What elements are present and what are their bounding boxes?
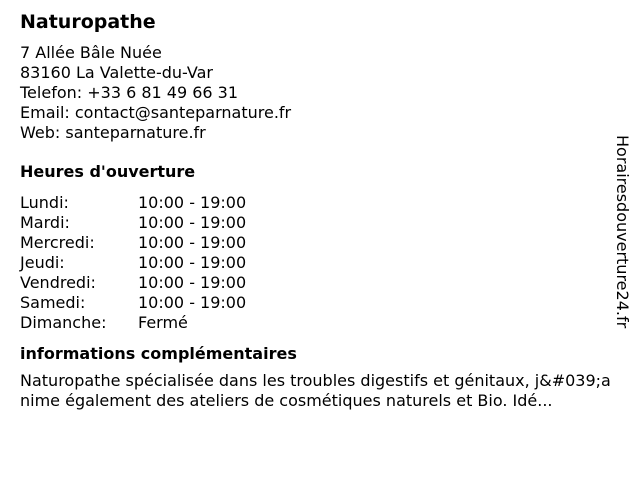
hours-row [20,293,620,313]
business-card [20,10,620,411]
street-address: 7 Allée Bâle Nuée [20,43,162,62]
hours-time: 10:00 - 19:00 [138,233,247,252]
hours-day: Mercredi: [20,233,95,252]
phone-number: Telefon: +33 6 81 49 66 31 [20,83,239,102]
email-address: Email: contact@santeparnature.fr [20,103,292,122]
hours-time: 10:00 - 19:00 [138,253,247,272]
info-description: Naturopathe spécialisée dans les troubles digestifs et génitaux, j&#039;anime également des ateliers de cosmétiques naturels et Bio. Idé... [20,371,611,410]
hours-row [20,273,620,293]
hours-time: 10:00 - 19:00 [138,213,247,232]
hours-day: Mardi: [20,213,70,232]
watermark-text: Horairesdouverture24.fr [613,135,632,329]
hours-table [20,193,620,333]
hours-time: 10:00 - 19:00 [138,193,247,212]
hours-time: 10:00 - 19:00 [138,293,247,312]
hours-day: Vendredi: [20,273,96,292]
website: Web: santeparnature.fr [20,123,206,142]
hours-day: Samedi: [20,293,86,312]
hours-row [20,213,620,233]
hours-heading: Heures d'ouverture [20,162,196,181]
hours-day: Lundi: [20,193,69,212]
hours-day: Jeudi: [20,253,65,272]
hours-row [20,193,620,213]
info-heading: informations complémentaires [20,344,297,363]
hours-row [20,253,620,273]
business-name: Naturopathe [20,11,156,33]
hours-row [20,233,620,253]
hours-time: Fermé [138,313,188,332]
hours-day: Dimanche: [20,313,107,332]
hours-time: 10:00 - 19:00 [138,273,247,292]
city-address: 83160 La Valette-du-Var [20,63,213,82]
contact-block [20,43,620,143]
hours-row [20,313,620,333]
